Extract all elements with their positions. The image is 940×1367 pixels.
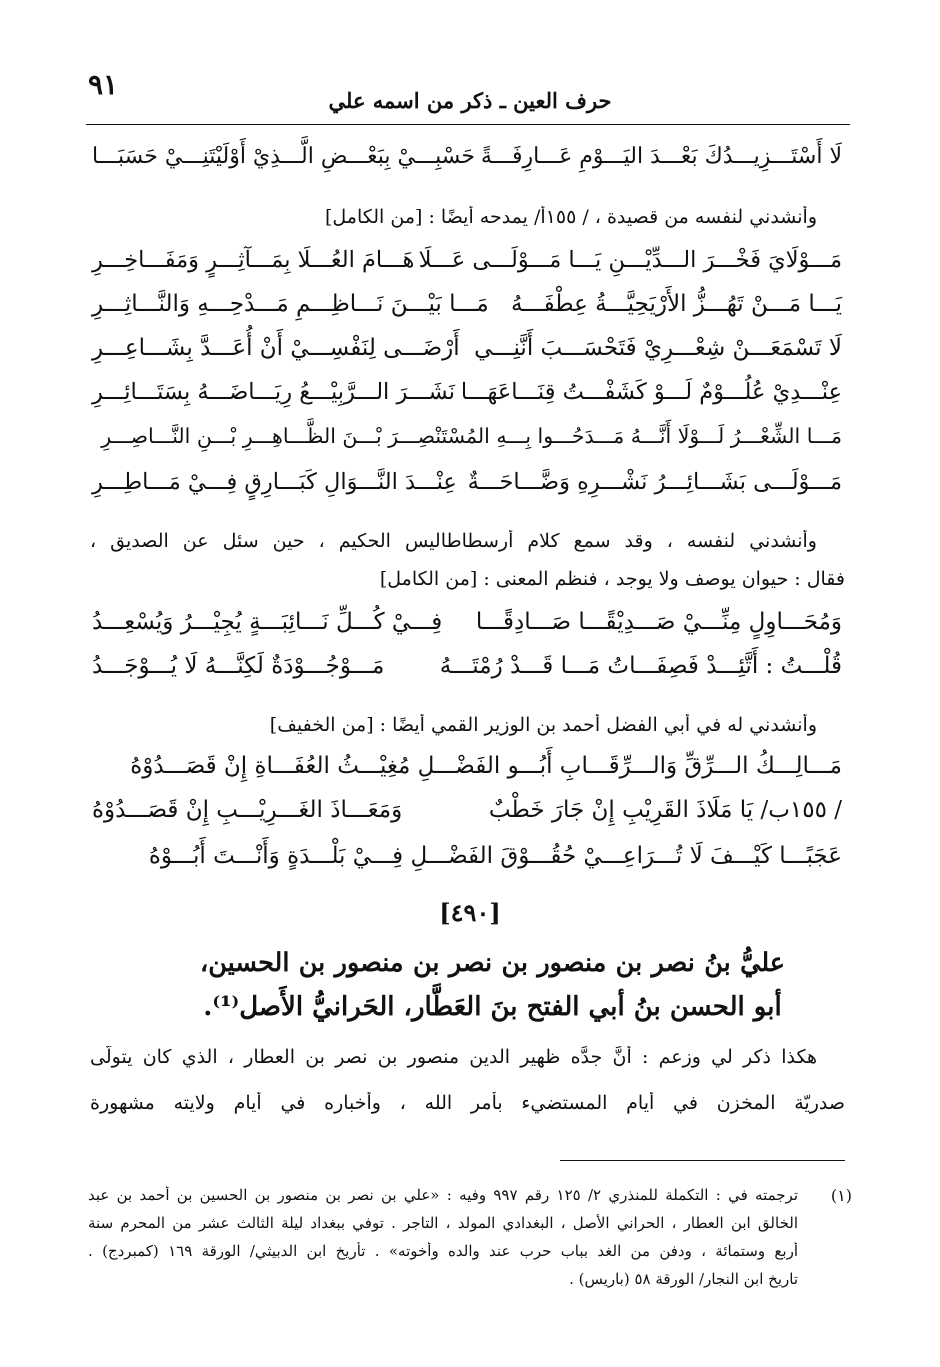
verse-first-hemistich: لَا تَسْمَعَـــنْ شِعْـــرِيْ فَتَحْسَـــبَ أَنَّنِـــي (474, 335, 842, 361)
footnote-line: أربع وستمائة ، ودفن من الغد بباب حرب عند والده وأخوته» . تأريخ ابن الدبيثي/ الورقة ١٦٩ (كمبردج) . (88, 1242, 798, 1260)
verse-line (92, 788, 842, 832)
verse-second-hemistich: هَـــامَ العُـــلَا بِمَـــآثِـــرٍ وَمَفَـــاخِـــرِ (92, 247, 415, 273)
footnote-marker: (١) (830, 1186, 852, 1205)
footnote-line: الخالق ابن العطار ، الحراني الأصل ، البغدادي المولد ، التاجر . توفي ببغداد ليلة الثالث عشر من المحرم سنة (88, 1214, 798, 1232)
intro-paragraph-line: فقال : حيوان يوصف ولا يوجد ، فنظم المعنى : [من الكامل] (379, 568, 845, 590)
header-rule (86, 124, 850, 125)
verse-line (92, 460, 842, 504)
verse-line-full (92, 744, 842, 788)
intro-paragraph: وأنشدني لنفسه من قصيدة ، / ١٥٥أ/ يمدحه أيضًا : [من الكامل] (325, 206, 817, 228)
verse-line (92, 326, 842, 370)
verse-second-hemistich: أَرْضَـــى لِنَفْسِـــيْ أَنْ أُعَـــدَّ بِشَـــاعِـــرِ (92, 335, 460, 361)
entry-number: [٤٩٠] (439, 898, 501, 927)
verse-second-hemistich: نَشَـــرَ الـــرَّبِيْـــعُ رِيَـــاضَـــهُ بِسَتَـــائِـــرِ (92, 379, 455, 405)
verse-line (92, 644, 842, 688)
verse-full-line: عَجَبًـــا كَيْـــفَ لَا تُـــرَاعِـــيْ حُقُـــوْقَ الفَضْـــلِ فِـــيْ بَلْـــدَةٍ وَأَنْـــتَ أَبُـــوْهُ (148, 843, 842, 869)
verse-line-full (92, 834, 842, 878)
entry-body-line: صدريّة المخزن في أيام المستضيء بأمر الله ، وأخباره في أيام ولايته مشهورة (90, 1092, 845, 1114)
verse-full-line: مَـــالِـــكُ الـــرِّقِّ وَالـــرِّقَـــابِ أَبُـــو الفَضْـــلِ مُغِيْـــثُ العُفَـــاةِ إِنْ قَصَـــدُوْهُ (130, 753, 842, 779)
running-header: حرف العين ـ ذكر من اسمه علي (328, 88, 612, 113)
verse-line (92, 238, 842, 282)
verse-line (92, 282, 842, 326)
intro-paragraph: وأنشدني له في أبي الفضل أحمد بن الوزير القمي أيضًا : [من الخفيف] (269, 714, 817, 736)
footnote-rule (560, 1160, 845, 1161)
verse-second-hemistich: مَـــا بَيْـــنَ نَـــاظِـــمِ مَـــدْحِـــهِ وَالنَّـــاثِـــرِ (92, 291, 489, 317)
verse-line (92, 600, 842, 644)
footnote-line: تاريخ ابن النجار/ الورقة ٥٨ (باريس) . (569, 1270, 798, 1288)
verse-first-hemistich: وَمُحَـــاوِلٍ مِنِّـــيْ صَـــدِيْقًـــا صَـــادِقًـــا (475, 609, 842, 635)
verse-second-hemistich: وَمَعَـــاذَ الغَـــرِيْـــبِ إِنْ قَصَـــدُوْهُ (92, 797, 403, 823)
verse-first-hemistich: مَـــوْلَايَ فَخْـــرَ الـــدِّيْـــنِ يَـــا مَـــوْلَـــى عَـــلَا (418, 247, 842, 273)
verse-line (92, 370, 842, 414)
entry-body-line: هكذا ذكر لي وزعم : أنَّ جدَّه ظهير الدين منصور بن نصر بن العطار ، الذي كان يتولّى (90, 1046, 817, 1068)
verse-first-hemistich: يَـــا مَـــنْ تَهُـــزُّ الأَرْيَحِيَّـــةُ عِطْفَـــهُ (511, 291, 842, 317)
verse-line (92, 134, 842, 178)
entry-heading-line: عليُّ بنُ نصر بن منصور بن نصر بن منصور بن الحسين، (200, 948, 785, 978)
verse-second-hemistich: عِنْـــدَ النَّـــوَالِ كَبَـــارِقٍ فِـــيْ مَـــاطِـــرِ (92, 469, 457, 495)
verse-first-hemistich: قُلْـــتُ : أَتَّئِـــدْ فَصِفَـــاتُ مَـــا قَـــدْ رُمْتَـــهُ (439, 653, 842, 679)
page-number: ٩١ (88, 68, 119, 101)
verse-full-line: مَـــا الشِّعْـــرُ لَـــوْلَا أَنَّـــهُ مَـــدَحُـــوا بِـــهِ المُسْتَنْصِـــرَ بْـــنَ الظَّـــاهِـــرِ بْـــنِ النَّـــاصِـــرِ (101, 424, 842, 448)
verse-first-hemistich: / ١٥٥ب/ يَا مَلَاذَ القَرِيْبِ إِنْ جَارَ خَطْبٌ (488, 797, 842, 823)
entry-heading-line: أبو الحسن بنُ أبي الفتح بنَ العَطَّار، الحَرانيُّ الأَصل⁽¹⁾. (203, 992, 782, 1022)
verse-first-hemistich: لَا أَسْتَـــزِيـــدُكَ بَعْـــدَ اليَـــوْمِ عَـــارِفَـــةً (480, 143, 842, 169)
footnote-line: ترجمته في : التكملة للمنذري ٢/ ١٢٥ رقم ٩٩٧ وفيه : «علي بن نصر بن منصور بن الحسين بن أحمد بن عبد (88, 1186, 798, 1204)
verse-first-hemistich: مَـــوْلَـــى بَشَـــائِـــرُ نَشْـــرِهِ وَضَّـــاحَـــةٌ (467, 469, 842, 495)
verse-first-hemistich: عِنْـــدِيْ عُلُـــوْمٌ لَـــوْ كَشَفْـــتُ قِنَـــاعَهَـــا (460, 379, 842, 405)
verse-second-hemistich: فِـــيْ كُـــلِّ نَـــائِبَـــةٍ يُجِيْـــرُ وَيُسْعِـــدُ (92, 609, 443, 635)
verse-line-full (92, 414, 842, 458)
verse-second-hemistich: حَسْبِـــيْ بِبَعْـــضِ الَّـــذِيْ أَوْلَيْتَنِـــيْ حَسَبَـــا (92, 143, 476, 169)
intro-paragraph-line: وأنشدني لنفسه ، وقد سمع كلام أرسطاطاليس الحكيم ، حين سئل عن الصديق ، (90, 530, 817, 552)
verse-second-hemistich: مَـــوْجُـــوْدَةٌ لَكِنَّـــهُ لَا يُـــوْجَـــدُ (92, 653, 385, 679)
